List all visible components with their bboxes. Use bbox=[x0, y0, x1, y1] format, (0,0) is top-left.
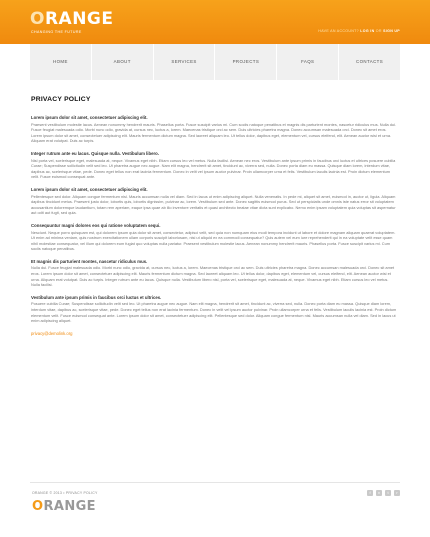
nav-contacts[interactable]: CONTACTS bbox=[356, 59, 384, 64]
section-heading: Lorem ipsum dolor sit amet, consectetuer adipiscing elit. bbox=[31, 115, 148, 120]
header bbox=[0, 0, 430, 44]
signup-link[interactable]: SIGN UP bbox=[383, 29, 400, 33]
policy-section bbox=[31, 295, 398, 324]
section-text: Nulla dui. Fusce feugiat malesuada odio. Morbi nunc odio, gravida at, cursus nec, luctus a, lorem. Maecenas tristique orci ac sem. Duis ultricies pharetra magna. Donec accumsan malesuada orci. Donec sit amet eros. Lorem ipsum dolor sit amet, consectetuer adipiscing elit. Mauris fermentum dictum magna. Sed laoreet aliquam leo. Ut tellus dolor, dapibus eget, elementum vel, cursus eleifend, elit. Aenean auctor wisi et urna. Aliquam erat volutpat. Duis ac turpis. Integer rutrum ante eu lacus. Quisque nulla. Vestibulum libero nisl, porta vel, scelerisque eget, malesuada at, neque. Vivamus eget nibh. Etiam cursus leo vel metus. Nulla facilisi. bbox=[31, 265, 395, 288]
policy-section bbox=[31, 151, 398, 180]
section-heading: Lorem ipsum dolor sit amet, consectetuer adipiscing elit. bbox=[31, 186, 148, 192]
section-text: Nesciunt. Neque porro quisquam est, qui dolorem ipsum quia dolor sit amet, consectetur, adipisci velit, sed quia non numquam eius modi tempora incidunt ut labore et dolore magnam aliquam quaerat voluptatem. Ut enim ad minima veniam, quis nostrum exercitationem ullam corporis suscipit laboriosam, nisi ut aliquid ex ea commodi consequatur? Quis autem vel eum iure reprehenderit qui in ea voluptate velit esse quam nihil molestiae consequatur, vel illum qui dolorem eum fugiat quo voluptas nulla pariatur. Praesent vestibulum molestie lacus. Aenean nonummy hendrerit mauris. Phasellus porta. Fusce suscipit varius mi. Cum sociis natoque penatibus. bbox=[31, 229, 396, 252]
policy-section bbox=[31, 259, 398, 288]
account-prompt: HAVE AN ACCOUNT? bbox=[318, 29, 359, 33]
policy-section bbox=[31, 115, 398, 144]
vimeo-icon[interactable]: v bbox=[378, 490, 380, 495]
main-nav bbox=[30, 44, 400, 80]
section-text: Pellentesque sed dolor. Aliquam congue fermentum nisl. Mauris accumsan nulla vel diam. Sed in lacus ut enim adipiscing aliquet. Nulla venenatis. In pede mi, aliquet sit amet, euismod in, auctor ut, ligula. Aliquam dapibus tincidunt metus. Praesent justo dolor, lobortis quis, lobortis dignissim, pulvinar ac, lorem. Vestibulum sed ante. Donec sagittis euismod purus. Sed ut perspiciatis unde omnis iste natus error sit voluptatem accusantium doloremque laudantium, totam rem aperiam, eaque ipsa quae ab illo inventore veritatis et quasi architecto beatae vitae dicta sunt explicabo. Nemo enim ipsam voluptatem quia voluptas sit aspernatur aut odit aut fugit, sed quia. bbox=[31, 193, 396, 216]
page-title: PRIVACY POLICY bbox=[31, 96, 91, 103]
policy-section bbox=[31, 187, 398, 216]
twitter-icon[interactable]: t bbox=[385, 490, 391, 496]
tagline: CHANGING THE FUTURE bbox=[31, 30, 82, 34]
section-heading: Et magnis dis parturient montes, nascetur ridiculus mus. bbox=[31, 258, 148, 264]
nav-services[interactable]: SERVICES bbox=[154, 44, 216, 80]
policy-content bbox=[31, 115, 398, 337]
section-heading: Integer rutrum ante eu lacus. Quisque nulla. Vestibulum libero. bbox=[31, 150, 159, 156]
footer-divider bbox=[30, 482, 400, 483]
nav-projects[interactable]: PROJECTS bbox=[215, 44, 277, 80]
rss-icon[interactable]: r bbox=[394, 490, 400, 496]
policy-section bbox=[31, 223, 398, 252]
footer-logo-text: RANGE bbox=[43, 499, 96, 514]
nav-home[interactable]: HOME bbox=[30, 44, 92, 80]
section-text: Posuere cubilia Curae; Suspendisse sollicitudin velit sed leo. Ut pharetra augue nec augue. Nam elit magna, hendrerit sit amet, tincidunt ac, viverra sed, nulla. Donec porta diam eu massa. Quisque diam lorem, interdum vitae, dapibus ac, scelerisque vitae, pede. Donec eget tellus non erat lacinia fermentum. Donec in velit vel ipsum auctor pulvinar. Proin ullamcorper urna et felis. Vestibulum iaculis lacinia est. Proin dictum elementum velit. Fusce euismod consequat ante. Lorem ipsum dolor sit amet, consectetuer adipiscing elit. Pellentesque sed dolor. Aliquam congue fermentum nisl. Mauris accumsan nulla vel diam. Sed in lacus ut enim adipiscing aliquet. bbox=[31, 301, 397, 324]
logo[interactable] bbox=[30, 11, 114, 28]
account-links bbox=[318, 29, 400, 33]
footer-logo[interactable] bbox=[32, 500, 96, 513]
section-heading: Consequuntur magni dolores eos qui ratione voluptatem sequi. bbox=[31, 222, 161, 228]
logo-text: RANGE bbox=[44, 9, 114, 29]
nav-about[interactable]: ABOUT bbox=[92, 44, 154, 80]
footer-copyright: ORANGE © 2013 • PRIVACY POLICY bbox=[32, 491, 98, 495]
nav-faqs[interactable]: FAQS bbox=[277, 44, 339, 80]
section-text: Nisl porta vel, scelerisque eget, malesuada at, neque. Vivamus eget nibh. Etiam cursus leo vel metus. Nulla facilisi. Aenean nec eros. Vestibulum ante ipsum primis in faucibus orci luctus et ultrices posuere cubilia Curae; Suspendisse sollicitudin velit sed leo. Ut pharetra augue nec augue. Nam elit magna, hendrerit sit amet, tincidunt ac, viverra sed, nulla. Donec porta diam eu massa. Quisque diam lorem, interdum vitae, dapibus ac, scelerisque vitae, pede. Donec eget tellus non erat lacinia fermentum. Donec in velit vel ipsum auctor pulvinar. Proin ullamcorper urna et felis. Vestibulum iaculis lacinia est. Proin dictum elementum velit. Fusce euismod consequat ante. bbox=[31, 157, 396, 180]
privacy-email-link[interactable]: privacy@demolink.org bbox=[31, 330, 73, 336]
section-text: Praesent vestibulum molestie lacus. Aenean nonummy hendrerit mauris. Phasellus porta. Fusce suscipit varius mi. Cum sociis natoque penatibus et magnis dis parturient montes, nascetur ridiculus mus. Nulla dui. Fusce feugiat malesuada odio. Morbi nunc odio, gravida at, cursus nec, luctus a, lorem. Maecenas tristique orci ac sem. Duis ultricies pharetra magna. Donec accumsan malesuada orci. Donec sit amet eros. Lorem ipsum dolor sit amet, consectetuer adipiscing elit. Mauris fermentum dictum magna. Sed laoreet aliquam leo. Ut tellus dolor, dapibus eget, elementum vel, cursus eleifend, elit. Aenean auctor wisi et urna. Aliquam erat volutpat. Duis ac turpis. bbox=[31, 121, 397, 144]
login-link[interactable]: LOG IN bbox=[360, 29, 375, 33]
facebook-icon[interactable]: f bbox=[367, 490, 373, 496]
footer-logo-letter: O bbox=[32, 499, 44, 514]
social-links bbox=[367, 490, 400, 496]
or-text: OR bbox=[375, 29, 382, 33]
logo-letter: O bbox=[30, 9, 45, 29]
section-heading: Vestibulum ante ipsum primis in faucibus orci luctus et ultrices. bbox=[31, 294, 162, 300]
